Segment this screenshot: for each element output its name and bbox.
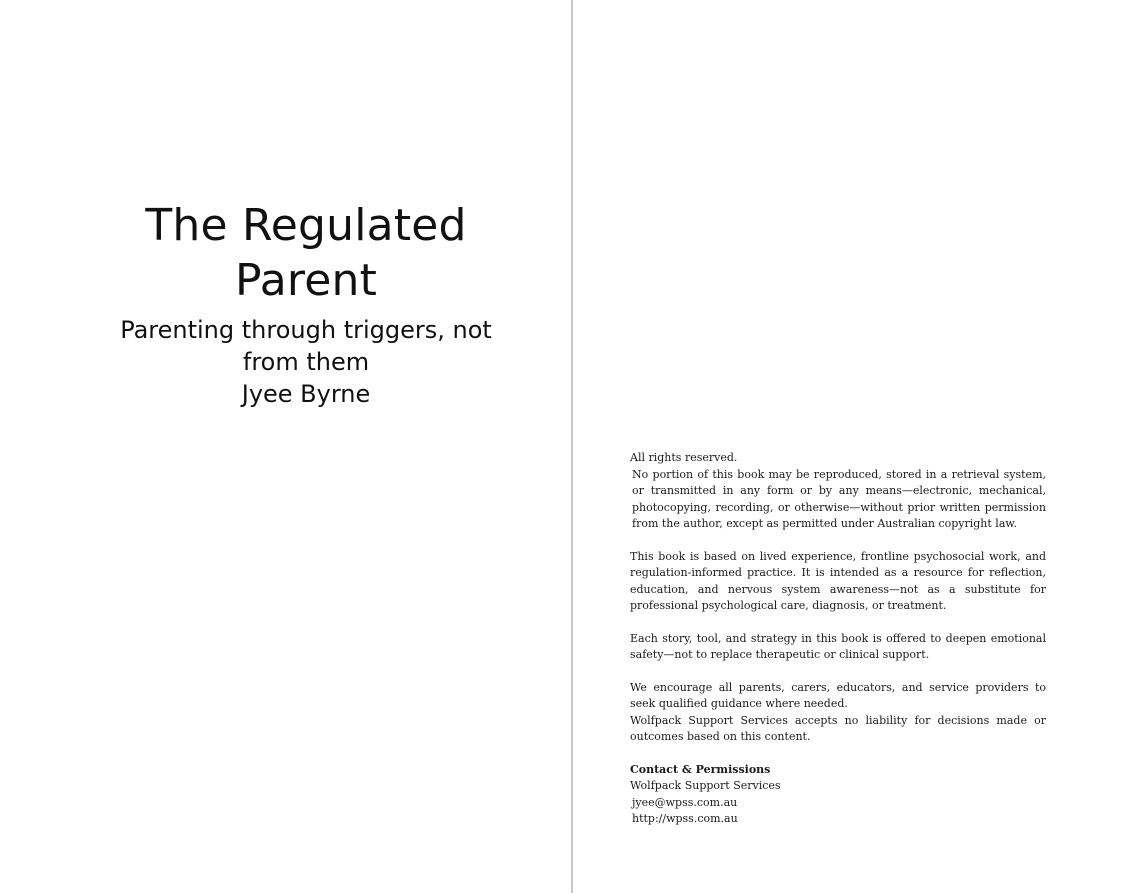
contact-heading: Contact & Permissions: [630, 762, 771, 776]
reproduction-notice: No portion of this book may be reproduced, stored in a retrieval system, or transmitted in any form or by any means—electronic, mechanical, photocopying, recording, or otherwise—without prior written permission from the author, except as permitted under Australian copyright law.: [632, 467, 1046, 530]
guidance-notice: We encourage all parents, carers, educators, and service providers to seek qualified guidance where needed.: [630, 680, 1046, 710]
basis-notice: This book is based on lived experience, frontline psychosocial work, and regulation-informed practice. It is intended as a resource for reflection, education, and nervous system awareness—not as a substitute for professional psychological care, diagnosis, or treatment.: [630, 549, 1046, 612]
purpose-notice: Each story, tool, and strategy in this book is offered to deepen emotional safety—not to replace therapeutic or clinical support.: [630, 631, 1046, 661]
title-block: [90, 198, 522, 410]
book-subtitle: Parenting through triggers, not from them: [120, 316, 492, 376]
contact-website: http://wpss.com.au: [632, 812, 738, 825]
copyright-block: [630, 450, 1046, 828]
contact-email: jyee@wpss.com.au: [632, 795, 738, 809]
book-author: Jyee Byrne: [241, 380, 371, 408]
copyright-page: [573, 0, 1144, 893]
rights-reserved: All rights reserved.: [630, 451, 738, 464]
contact-organization: Wolfpack Support Services: [630, 779, 781, 792]
liability-notice: Wolfpack Support Services accepts no liability for decisions made or outcomes based on this content.: [630, 713, 1046, 743]
book-title: The Regulated Parent: [145, 200, 467, 306]
